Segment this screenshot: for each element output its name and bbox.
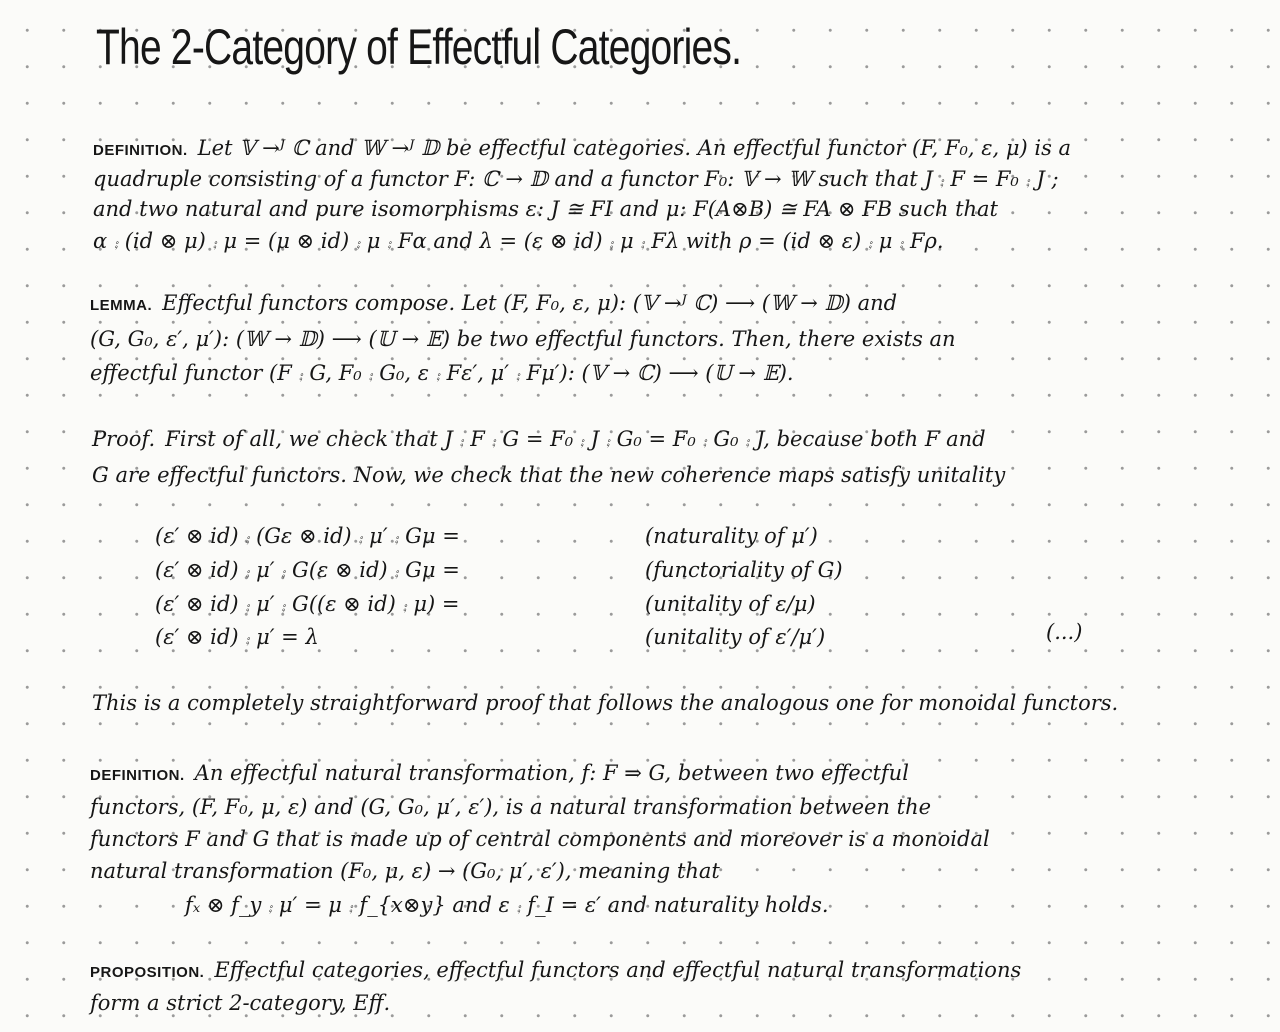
lemma-label: LEMMA.	[90, 297, 153, 314]
proposition-line: PROPOSITION. Effectful categories, effectful functors and effectful natural transformations	[90, 958, 1022, 982]
proposition-line: form a strict 2-category, Eff.	[90, 991, 391, 1015]
proposition-label: PROPOSITION.	[90, 964, 205, 981]
equation-step-lhs: (ε′ ⊗ id) ⨾ μ′ = λ	[155, 625, 319, 649]
definition-line: DEFINITION. An effectful natural transformation, f: F ⇒ G, between two effectful	[90, 761, 909, 785]
lemma-line: (G, G₀, ε′, μ′): (𝕎 → 𝔻) ⟶ (𝕌 → 𝔼) be two effectful functors. Then, there exists an	[90, 327, 956, 351]
equation-step-reason: (naturality of μ′)	[645, 524, 818, 548]
definition-label: DEFINITION.	[90, 767, 185, 784]
proof-line: Proof. First of all, we check that J ⨾ F ⨾ G = F₀ ⨾ J ⨾ G₀ = F₀ ⨾ G₀ ⨾ J, because both F and	[92, 427, 986, 451]
lemma-line: LEMMA. Effectful functors compose. Let (F, F₀, ε, μ): (𝕍 →ᴶ ℂ) ⟶ (𝕎 → 𝔻) and	[90, 291, 898, 315]
proof-label: Proof.	[92, 427, 156, 451]
definition-line: and two natural and pure isomorphisms ε: J ≅ FI and μ: F(A⊗B) ≅ FA ⊗ FB such that	[93, 197, 998, 221]
proof-ellipsis: (...)	[1046, 620, 1083, 644]
lemma-line: effectful functor (F ⨾ G, F₀ ⨾ G₀, ε ⨾ Fε′, μ′ ⨾ Fμ′): (𝕍 → ℂ) ⟶ (𝕌 → 𝔼).	[90, 361, 794, 385]
definition-line: functors, (F, F₀, μ, ε) and (G, G₀, μ′, ε′), is a natural transformation between the	[90, 795, 932, 819]
definition-line: DEFINITION. Let 𝕍 →ᴶ ℂ and 𝕎 →ᴶ 𝔻 be effectful categories. An effectful functor (F, F₀, ε, μ) is a	[93, 136, 1072, 160]
definition-line: quadruple consisting of a functor F: ℂ → 𝔻 and a functor F₀: 𝕍 → 𝕎 such that J ⨾ F = F₀ ⨾ J ;	[93, 167, 1059, 191]
equation-step-reason: (unitality of ε/μ)	[645, 592, 816, 616]
page-title: The 2-Category of Effectful Categories.	[96, 19, 742, 75]
definition-label: DEFINITION.	[93, 142, 188, 159]
equation-step-lhs: (ε′ ⊗ id) ⨾ (Gε ⊗ id) ⨾ μ′ ⨾ Gμ =	[155, 524, 460, 548]
equation-step-reason: (functoriality of G)	[645, 558, 843, 582]
equation-step-lhs: (ε′ ⊗ id) ⨾ μ′ ⨾ G((ε ⊗ id) ⨾ μ) =	[155, 592, 460, 616]
equation-step-reason: (unitality of ε′/μ′)	[645, 625, 826, 649]
definition-line: functors F and G that is made up of central components and moreover is a monoidal	[90, 827, 990, 851]
definition-line: natural transformation (F₀, μ, ε) → (G₀, μ′, ε′), meaning that	[90, 859, 720, 883]
definition-line: α ⨾ (id ⊗ μ) ⨾ μ = (μ ⊗ id) ⨾ μ ⨾ Fα and λ = (ε ⊗ id) ⨾ μ ⨾ Fλ with ρ = (id ⊗ ε) ⨾ μ ⨾ Fρ.	[93, 229, 944, 253]
equation-step-lhs: (ε′ ⊗ id) ⨾ μ′ ⨾ G(ε ⊗ id) ⨾ Gμ =	[155, 558, 460, 582]
definition-condition: fₓ ⊗ f_y ⨾ μ′ = μ ⨾ f_{x⊗y} and ε ⨾ f_I = ε′ and naturality holds.	[185, 893, 829, 917]
proof-remark: This is a completely straightforward proof that follows the analogous one for monoidal functors.	[92, 691, 1119, 715]
proof-line: G are effectful functors. Now, we check that the new coherence maps satisfy unitality	[92, 463, 1006, 487]
